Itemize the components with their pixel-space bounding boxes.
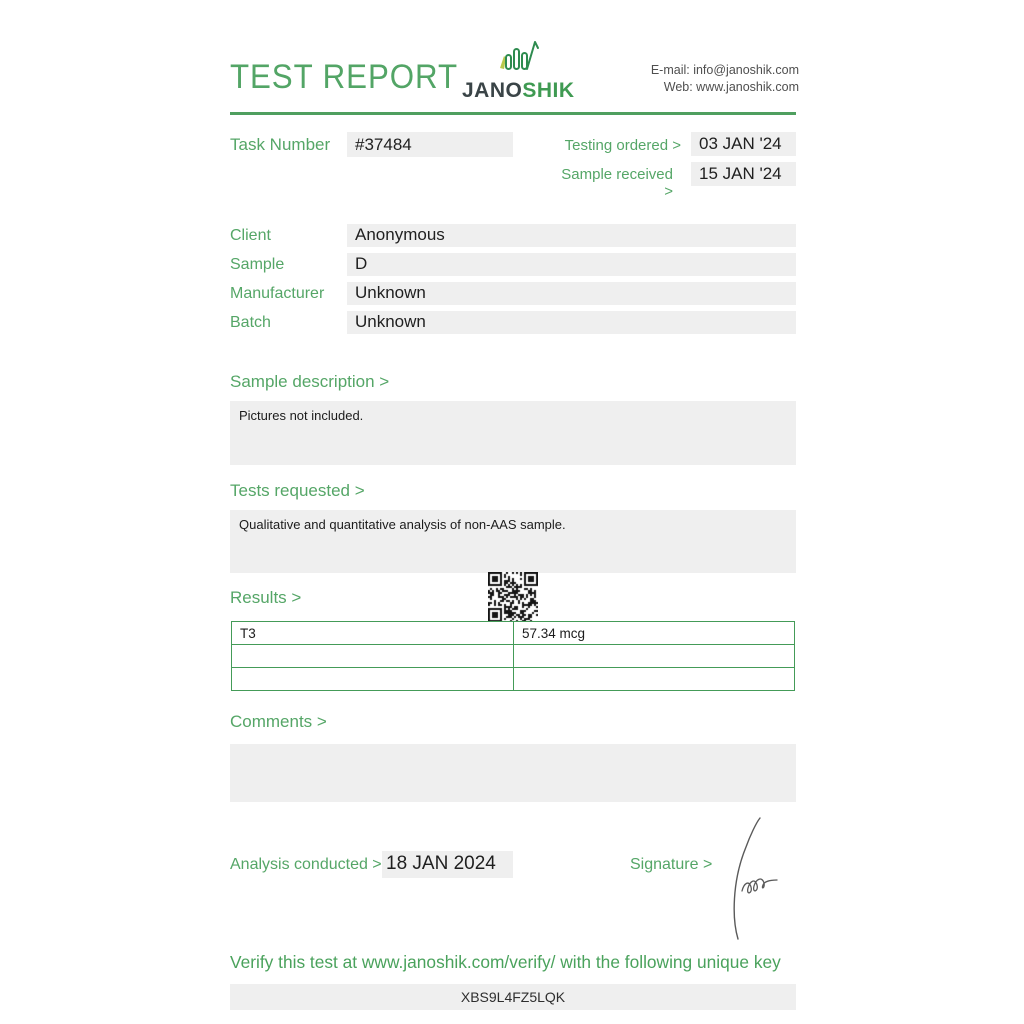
comments-heading: Comments > xyxy=(230,712,327,731)
bar-chart-growth-icon xyxy=(494,38,540,74)
verify-key: XBS9L4FZ5LQK xyxy=(230,984,796,1010)
table-row xyxy=(232,622,795,645)
comments-box xyxy=(230,744,796,802)
testing-ordered-label: Testing ordered > xyxy=(564,137,681,154)
tests-requested-heading: Tests requested > xyxy=(230,481,365,500)
manufacturer-value: Unknown xyxy=(347,282,796,305)
task-number-label: Task Number xyxy=(230,135,331,154)
contact-info xyxy=(651,62,799,96)
analysis-conducted-label: Analysis conducted > xyxy=(230,856,382,873)
sample-description-heading: Sample description > xyxy=(230,372,390,391)
signature-image xyxy=(712,815,792,943)
client-label: Client xyxy=(230,227,271,244)
sample-description-box: Pictures not included. xyxy=(230,401,796,465)
batch-value: Unknown xyxy=(347,311,796,334)
header-divider xyxy=(230,112,796,115)
janoshik-logo xyxy=(462,38,575,103)
result-name-cell xyxy=(232,668,514,691)
result-name-cell: T3 xyxy=(232,622,514,645)
result-value-cell xyxy=(514,668,795,691)
sample-value: D xyxy=(347,253,796,276)
sample-received-label: Sample received > xyxy=(561,166,673,200)
logo-wordmark: JANOSHIK xyxy=(462,79,575,102)
table-row xyxy=(232,668,795,691)
result-value-cell xyxy=(514,645,795,668)
client-value: Anonymous xyxy=(347,224,796,247)
manufacturer-label: Manufacturer xyxy=(230,285,325,302)
page-title: TEST REPORT xyxy=(230,58,458,96)
tests-requested-box: Qualitative and quantitative analysis of non-AAS sample. xyxy=(230,510,796,573)
signature-label: Signature > xyxy=(630,856,713,873)
table-row xyxy=(232,645,795,668)
batch-label: Batch xyxy=(230,314,271,331)
testing-ordered-value: 03 JAN '24 xyxy=(691,132,796,156)
sample-label: Sample xyxy=(230,256,285,273)
contact-email: E-mail: info@janoshik.com xyxy=(650,63,799,77)
results-heading: Results > xyxy=(230,588,302,607)
results-table xyxy=(231,621,795,691)
contact-web: Web: www.janoshik.com xyxy=(663,80,799,94)
qr-code xyxy=(488,572,538,622)
sample-received-value: 15 JAN '24 xyxy=(691,162,796,186)
analysis-conducted-value: 18 JAN 2024 xyxy=(382,851,513,878)
result-value-cell: 57.34 mcg xyxy=(514,622,795,645)
result-name-cell xyxy=(232,645,514,668)
task-number-value: #37484 xyxy=(347,132,513,157)
verify-text: Verify this test at www.janoshik.com/verify/ with the following unique key xyxy=(230,952,781,972)
